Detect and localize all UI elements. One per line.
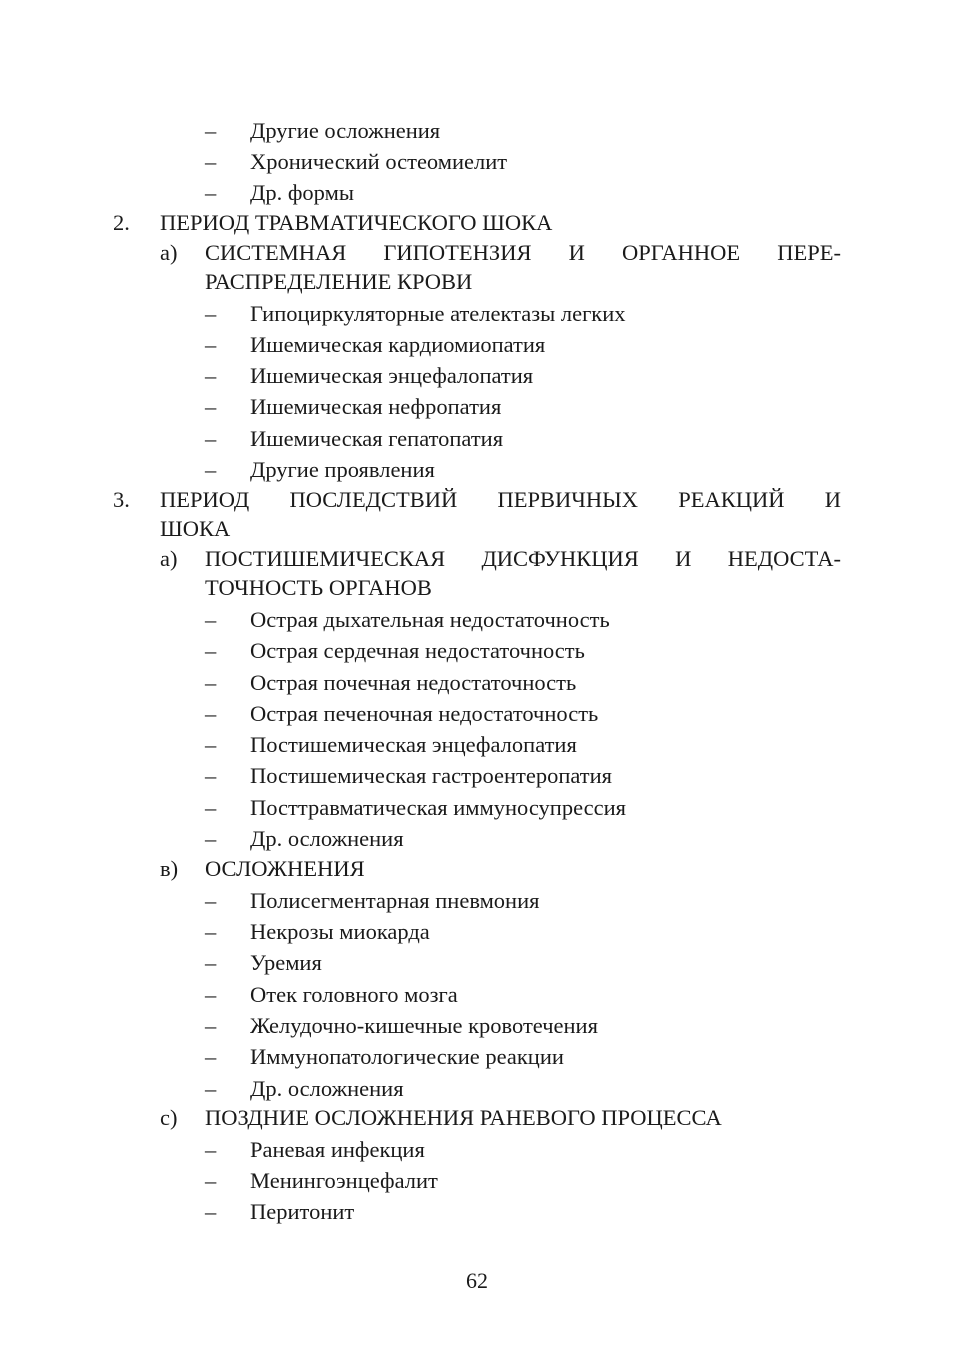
list-item-text: Постишемическая энцефалопатия	[250, 732, 577, 757]
dash-bullet: –	[205, 1137, 217, 1162]
dash-bullet: –	[205, 638, 217, 663]
dash-bullet: –	[205, 1199, 217, 1224]
dash-bullet: –	[205, 607, 217, 632]
dash-bullet: –	[205, 1076, 217, 1101]
list-item-text: Острая сердечная недостаточность	[250, 638, 585, 663]
list-item-text: Гипоциркуляторные ателектазы легких	[250, 301, 626, 326]
list-item-text: Другие проявления	[250, 457, 435, 482]
list-item-text: Др. формы	[250, 180, 354, 205]
subsection-title-line2: ТОЧНОСТЬ ОРГАНОВ	[205, 575, 432, 600]
dash-bullet: –	[205, 763, 217, 788]
dash-bullet: –	[205, 826, 217, 851]
dash-bullet: –	[205, 888, 217, 913]
list-item-text: Ишемическая энцефалопатия	[250, 363, 534, 388]
list-item-text: Уремия	[250, 950, 322, 975]
subsection-letter: а)	[160, 240, 178, 265]
dash-bullet: –	[205, 149, 217, 174]
subsection-title-line2: РАСПРЕДЕЛЕНИЕ КРОВИ	[205, 269, 473, 294]
dash-bullet: –	[205, 457, 217, 482]
dash-bullet: –	[205, 394, 217, 419]
list-item-text: Раневая инфекция	[250, 1137, 425, 1162]
dash-bullet: –	[205, 950, 217, 975]
list-item-text: Острая почечная недостаточность	[250, 670, 577, 695]
list-item-text: Другие осложнения	[250, 118, 441, 143]
dash-bullet: –	[205, 1013, 217, 1038]
subsection-letter: в)	[160, 856, 179, 881]
list-item-text: Острая дыхательная недостаточность	[250, 607, 610, 632]
dash-bullet: –	[205, 701, 217, 726]
list-item-text: Др. осложнения	[250, 826, 404, 851]
list-item-text: Менингоэнцефалит	[250, 1168, 438, 1193]
dash-bullet: –	[205, 982, 217, 1007]
list-item-text: Посттравматическая иммуносупрессия	[250, 795, 626, 820]
list-item-text: Хронический остеомиелит	[250, 149, 508, 174]
section-number: 3.	[113, 487, 130, 512]
section-title-line2: ШОКА	[160, 516, 231, 541]
dash-bullet: –	[205, 1168, 217, 1193]
section-title-line1: ПЕРИОД ПОСЛЕДСТВИЙ ПЕРВИЧНЫХ РЕАКЦИЙ И	[160, 487, 841, 512]
list-item-text: Иммунопатологические реакции	[250, 1044, 564, 1069]
list-item-text: Полисегментарная пневмония	[250, 888, 540, 913]
list-item-text: Острая печеночная недостаточность	[250, 701, 599, 726]
list-item-text: Ишемическая кардиомиопатия	[250, 332, 546, 357]
list-item-text: Ишемическая гепатопатия	[250, 426, 504, 451]
dash-bullet: –	[205, 732, 217, 757]
dash-bullet: –	[205, 363, 217, 388]
page-number: 62	[466, 1268, 488, 1293]
subsection-title: ПОЗДНИЕ ОСЛОЖНЕНИЯ РАНЕВОГО ПРОЦЕССА	[205, 1105, 722, 1130]
subsection-letter: с)	[160, 1105, 178, 1130]
subsection-title-line1: СИСТЕМНАЯ ГИПОТЕНЗИЯ И ОРГАННОЕ ПЕРЕ-	[205, 240, 841, 265]
dash-bullet: –	[205, 301, 217, 326]
dash-bullet: –	[205, 180, 217, 205]
subsection-title: ОСЛОЖНЕНИЯ	[205, 856, 365, 881]
list-item-text: Др. осложнения	[250, 1076, 404, 1101]
list-item-text: Отек головного мозга	[250, 982, 458, 1007]
dash-bullet: –	[205, 670, 217, 695]
list-item-text: Перитонит	[250, 1199, 355, 1224]
dash-bullet: –	[205, 332, 217, 357]
dash-bullet: –	[205, 426, 217, 451]
list-item-text: Желудочно-кишечные кровотечения	[250, 1013, 598, 1038]
list-item-text: Некрозы миокарда	[250, 919, 430, 944]
list-item-text: Ишемическая нефропатия	[250, 394, 502, 419]
section-number: 2.	[113, 210, 130, 235]
list-item-text: Постишемическая гастроентеропатия	[250, 763, 613, 788]
subsection-letter: а)	[160, 546, 178, 571]
subsection-title-line1: ПОСТИШЕМИЧЕСКАЯ ДИСФУНКЦИЯ И НЕДОСТА-	[205, 546, 841, 571]
dash-bullet: –	[205, 795, 217, 820]
section-title: ПЕРИОД ТРАВМАТИЧЕСКОГО ШОКА	[160, 210, 553, 235]
dash-bullet: –	[205, 118, 217, 143]
dash-bullet: –	[205, 1044, 217, 1069]
dash-bullet: –	[205, 919, 217, 944]
